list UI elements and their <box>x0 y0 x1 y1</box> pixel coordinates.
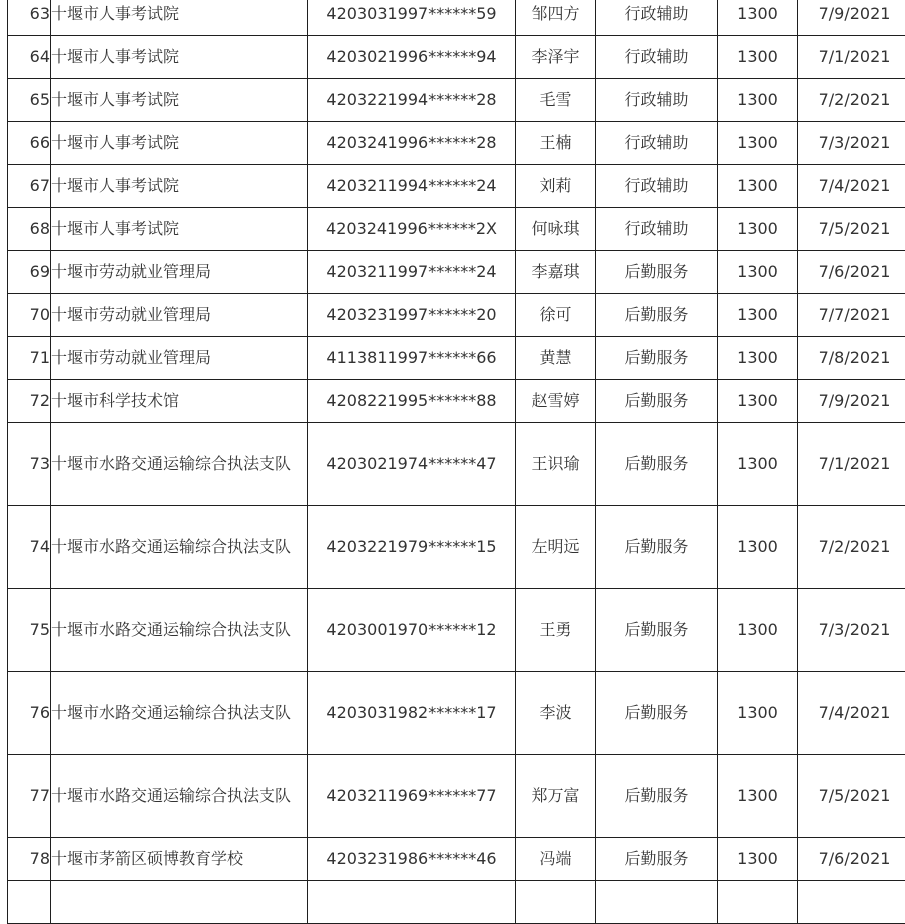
amount-cell: 1300 <box>718 0 798 36</box>
date-cell: 7/6/2021 <box>798 838 905 881</box>
person-name-cell: 李波 <box>516 672 596 755</box>
employer-cell: 十堰市科学技术馆 <box>51 380 308 423</box>
row-number-cell: 67 <box>8 165 51 208</box>
amount-cell: 1300 <box>718 79 798 122</box>
job-type-cell: 行政辅助 <box>596 79 718 122</box>
row-number-cell: 75 <box>8 589 51 672</box>
job-type-cell: 后勤服务 <box>596 755 718 838</box>
amount-cell: 1300 <box>718 122 798 165</box>
id-number-cell: 4203021996******94 <box>308 36 516 79</box>
date-cell: 7/1/2021 <box>798 423 905 506</box>
person-name-cell: 王识瑜 <box>516 423 596 506</box>
job-type-cell: 后勤服务 <box>596 589 718 672</box>
job-type-cell: 后勤服务 <box>596 251 718 294</box>
table-row <box>8 251 905 294</box>
date-cell: 7/6/2021 <box>798 251 905 294</box>
amount-cell: 1300 <box>718 208 798 251</box>
row-number-cell: 68 <box>8 208 51 251</box>
id-number-cell: 4203231986******46 <box>308 838 516 881</box>
person-name-cell: 邹四方 <box>516 0 596 36</box>
employer-cell: 十堰市劳动就业管理局 <box>51 337 308 380</box>
table-row <box>8 423 905 506</box>
id-number-cell: 4203021974******47 <box>308 423 516 506</box>
amount-cell: 1300 <box>718 838 798 881</box>
job-type-cell: 行政辅助 <box>596 208 718 251</box>
job-type-cell: 行政辅助 <box>596 0 718 36</box>
row-number-cell: 77 <box>8 755 51 838</box>
amount-cell: 1300 <box>718 251 798 294</box>
job-type-cell: 后勤服务 <box>596 294 718 337</box>
table-row <box>8 0 905 36</box>
amount-cell: 1300 <box>718 294 798 337</box>
id-number-cell: 4203031997******59 <box>308 0 516 36</box>
row-number-cell: 70 <box>8 294 51 337</box>
table-row <box>8 589 905 672</box>
table-row <box>8 380 905 423</box>
person-name-cell: 王勇 <box>516 589 596 672</box>
job-type-cell: 后勤服务 <box>596 423 718 506</box>
row-number-cell: 65 <box>8 79 51 122</box>
employer-cell: 十堰市人事考试院 <box>51 36 308 79</box>
row-number-cell: 64 <box>8 36 51 79</box>
person-name-cell: 黄慧 <box>516 337 596 380</box>
table-row <box>8 122 905 165</box>
row-number-cell: 66 <box>8 122 51 165</box>
date-cell: 7/3/2021 <box>798 122 905 165</box>
employer-cell: 十堰市水路交通运输综合执法支队 <box>51 672 308 755</box>
id-number-cell: 4113811997******66 <box>308 337 516 380</box>
employer-cell: 十堰市水路交通运输综合执法支队 <box>51 589 308 672</box>
date-cell: 7/4/2021 <box>798 165 905 208</box>
employer-cell: 十堰市水路交通运输综合执法支队 <box>51 506 308 589</box>
date-cell: 7/4/2021 <box>798 672 905 755</box>
date-cell: 7/5/2021 <box>798 208 905 251</box>
table-row <box>8 165 905 208</box>
amount-cell: 1300 <box>718 672 798 755</box>
person-name-cell: 李嘉琪 <box>516 251 596 294</box>
employer-cell <box>51 881 308 924</box>
amount-cell: 1300 <box>718 589 798 672</box>
employer-cell: 十堰市人事考试院 <box>51 208 308 251</box>
amount-cell: 1300 <box>718 36 798 79</box>
person-name-cell: 赵雪婷 <box>516 380 596 423</box>
employer-cell: 十堰市人事考试院 <box>51 165 308 208</box>
employer-cell: 十堰市茅箭区硕博教育学校 <box>51 838 308 881</box>
id-number-cell: 4203241996******28 <box>308 122 516 165</box>
row-number-cell: 69 <box>8 251 51 294</box>
table-row <box>8 79 905 122</box>
table-row <box>8 36 905 79</box>
table-row <box>8 755 905 838</box>
job-type-cell: 后勤服务 <box>596 506 718 589</box>
date-cell: 7/5/2021 <box>798 755 905 838</box>
person-name-cell: 刘莉 <box>516 165 596 208</box>
job-type-cell: 后勤服务 <box>596 672 718 755</box>
person-name-cell: 冯端 <box>516 838 596 881</box>
employer-cell: 十堰市水路交通运输综合执法支队 <box>51 755 308 838</box>
amount-cell: 1300 <box>718 380 798 423</box>
row-number-cell: 74 <box>8 506 51 589</box>
date-cell: 7/9/2021 <box>798 0 905 36</box>
date-cell: 7/8/2021 <box>798 337 905 380</box>
amount-cell: 1300 <box>718 423 798 506</box>
row-number-cell: 76 <box>8 672 51 755</box>
amount-cell: 1300 <box>718 165 798 208</box>
employer-cell: 十堰市人事考试院 <box>51 0 308 36</box>
amount-cell: 1300 <box>718 506 798 589</box>
job-type-cell: 后勤服务 <box>596 838 718 881</box>
id-number-cell: 4203001970******12 <box>308 589 516 672</box>
person-name-cell: 王楠 <box>516 122 596 165</box>
row-number-cell: 73 <box>8 423 51 506</box>
amount-cell: 1300 <box>718 337 798 380</box>
person-name-cell: 左明远 <box>516 506 596 589</box>
id-number-cell: 4203221979******15 <box>308 506 516 589</box>
row-number-cell: 71 <box>8 337 51 380</box>
id-number-cell: 4203231997******20 <box>308 294 516 337</box>
person-name-cell: 徐可 <box>516 294 596 337</box>
table-row <box>8 294 905 337</box>
id-number-cell: 4203211969******77 <box>308 755 516 838</box>
person-name-cell: 何咏琪 <box>516 208 596 251</box>
employer-cell: 十堰市劳动就业管理局 <box>51 294 308 337</box>
table-row <box>8 881 905 924</box>
job-type-cell: 后勤服务 <box>596 337 718 380</box>
id-number-cell: 4208221995******88 <box>308 380 516 423</box>
document-page <box>7 0 905 924</box>
person-name-cell: 毛雪 <box>516 79 596 122</box>
person-name-cell: 李泽宇 <box>516 36 596 79</box>
date-cell <box>798 881 905 924</box>
row-number-cell <box>8 881 51 924</box>
id-number-cell: 4203241996******2X <box>308 208 516 251</box>
roster-table <box>7 0 905 924</box>
person-name-cell <box>516 881 596 924</box>
employer-cell: 十堰市人事考试院 <box>51 122 308 165</box>
id-number-cell: 4203031982******17 <box>308 672 516 755</box>
id-number-cell: 4203211997******24 <box>308 251 516 294</box>
id-number-cell: 4203211994******24 <box>308 165 516 208</box>
job-type-cell <box>596 881 718 924</box>
amount-cell: 1300 <box>718 755 798 838</box>
date-cell: 7/2/2021 <box>798 79 905 122</box>
table-row <box>8 838 905 881</box>
employer-cell: 十堰市水路交通运输综合执法支队 <box>51 423 308 506</box>
id-number-cell: 4203221994******28 <box>308 79 516 122</box>
job-type-cell: 后勤服务 <box>596 380 718 423</box>
date-cell: 7/9/2021 <box>798 380 905 423</box>
job-type-cell: 行政辅助 <box>596 122 718 165</box>
roster-table-body <box>8 0 905 924</box>
job-type-cell: 行政辅助 <box>596 165 718 208</box>
row-number-cell: 78 <box>8 838 51 881</box>
table-row <box>8 672 905 755</box>
table-row <box>8 208 905 251</box>
date-cell: 7/7/2021 <box>798 294 905 337</box>
table-row <box>8 337 905 380</box>
date-cell: 7/1/2021 <box>798 36 905 79</box>
table-row <box>8 506 905 589</box>
employer-cell: 十堰市劳动就业管理局 <box>51 251 308 294</box>
date-cell: 7/3/2021 <box>798 589 905 672</box>
row-number-cell: 63 <box>8 0 51 36</box>
row-number-cell: 72 <box>8 380 51 423</box>
employer-cell: 十堰市人事考试院 <box>51 79 308 122</box>
person-name-cell: 郑万富 <box>516 755 596 838</box>
amount-cell <box>718 881 798 924</box>
date-cell: 7/2/2021 <box>798 506 905 589</box>
id-number-cell <box>308 881 516 924</box>
job-type-cell: 行政辅助 <box>596 36 718 79</box>
